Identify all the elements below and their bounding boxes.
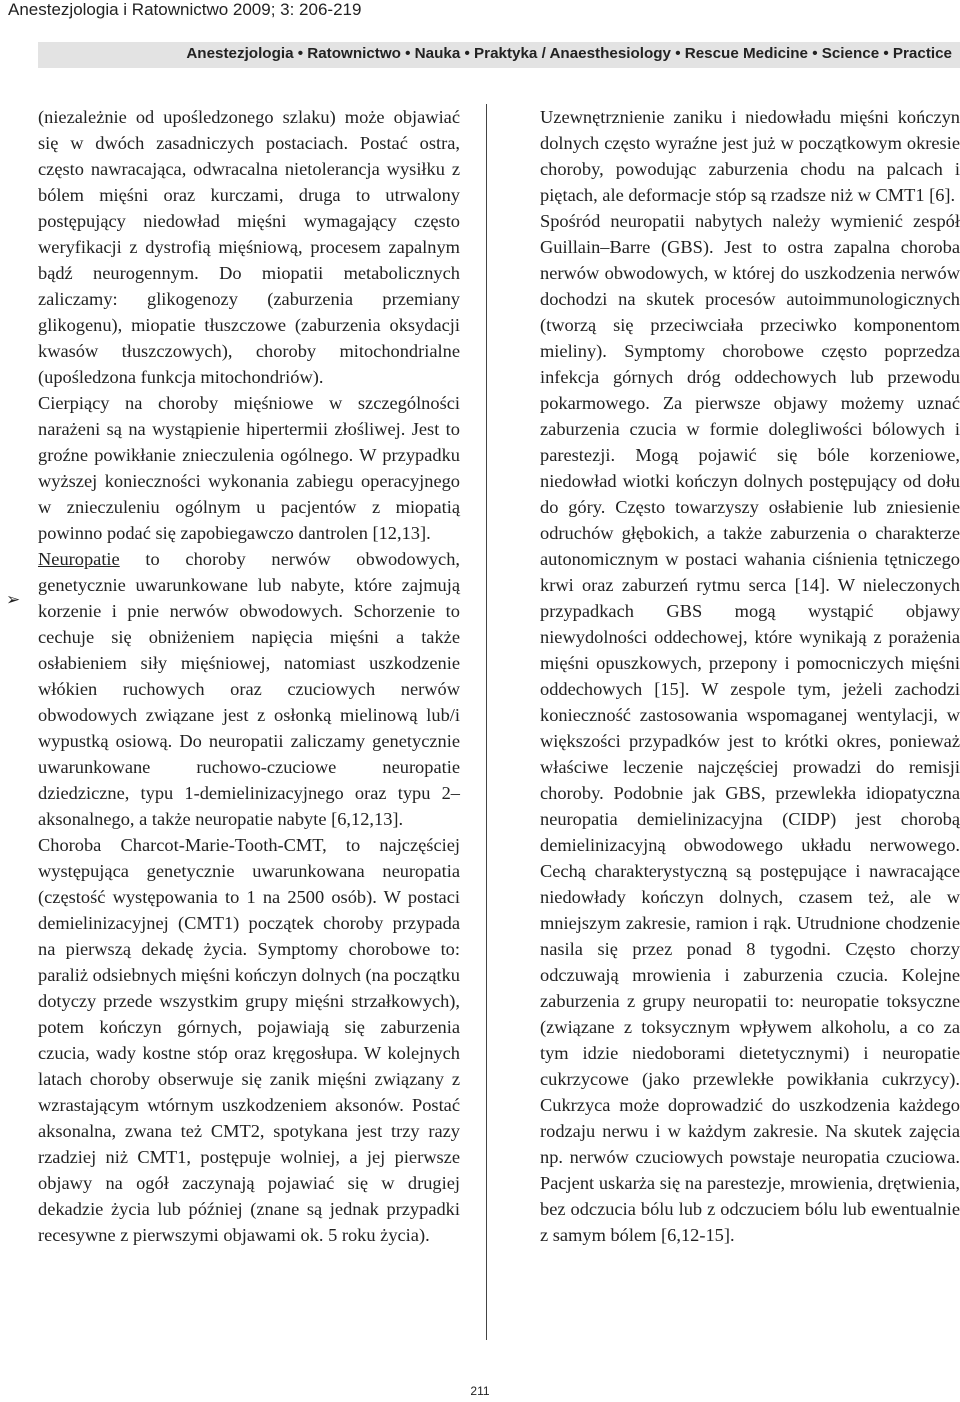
journal-banner-text: Anestezjologia • Ratownictwo • Nauka • Praktyka / Anaesthesiology • Rescue Medicine • Science • Practice [186,45,952,62]
left-paragraph-2: Cierpiący na choroby mięśniowe w szczególności narażeni są na wystąpienie hipertermii złośliwej. Jest to groźne powikłanie znieczulenia ogólnego. W przypadku wyższej konieczności wykonania zabiegu operacyjnego w znieczuleniu ogólnym u pacjentów z miopatią powinno podać się zapobiegawczo dantrolen [12,13]. [38,393,460,543]
left-paragraph-3 [38,546,460,832]
page-number: 211 [470,1384,490,1398]
journal-banner [38,42,960,68]
left-paragraph-1: (niezależnie od upośledzonego szlaku) może objawiać się w dwóch zasadniczych postaciach. Postać ostra, często nawracająca, odwracalna nietolerancja wysiłku z bólem mięśni oraz kurczami, druga to utrwalony postępujący niedowład mięśni wymagający często weryfikacji z dystrofią mięśniową, procesem zapalnym bądź neurogennym. Do miopatii metabolicznych zaliczamy: glikogenozy (zaburzenia przemiany glikogenu), miopatie tłuszczowe (zaburzenia oksydacji kwasów tłuszczowych), choroby mitochondrialne (upośledzona funkcja mitochondriów). [38,107,460,387]
left-paragraph-4: Choroba Charcot-Marie-Tooth-CMT, to najczęściej występująca genetycznie uwarunkowana neuropatia (częstość występowania to 1 na 2500 osób). W postaci demielinizacyjnej (CMT1) początek choroby przypada na pierwszą dekadę życia. Symptomy chorobowe to: paraliż odsiebnych mięśni kończyn dolnych (na początku dotyczy przede wszystkim grupy mięśni strzałkowych), potem kończyn górnych, pojawiają się zaburzenia czucia, wady kostne stóp oraz kręgosłupa. W kolejnych latach choroby obserwuje się zanik mięśni związany z wzrastającym wtórnym uszkodzeniem aksonów. Postać aksonalna, zwana też CMT2, spotykana jest trzy razy rzadziej niż CMT1, postępuje wolniej, a jej pierwsze objawy na ogół zaczynają pojawiać się w drugiej dekadzie życia lub później (znane są jednak przypadki recesywne z pierwszymi objawami ok. 5 roku życia). [38,835,460,1245]
arrow-bullet-icon: ➢ [6,590,21,610]
left-paragraph-3-text: to choroby nerwów obwodowych, genetycznie uwarunkowane lub nabyte, które zajmują korzenie i pnie nerwów obwodowych. Schorzenie to cechuje się obniżeniem napięcia mięśni a także osłabieniem siły mięśniowej, natomiast uszkodzenie włókien ruchowych oraz czuciowych nerwów obwodowych związane jest z osłonką mielinową lub/i wypustką osiową. Do neuropatii zaliczamy genetycznie uwarunkowane ruchowo-czuciowe neuropatie dziedziczne, typu 1-demielinizacyjnego oraz typu 2–aksonalnego, a także neuropatie nabyte [6,12,13]. [38,549,460,829]
right-paragraph-1: Uzewnętrznienie zaniku i niedowładu mięśni kończyn dolnych często wyraźne jest już w początkowym okresie choroby, powodując zaburzenia chodu na palcach i piętach, ale deformacje stóp są rzadsze niż w CMT1 [6]. [540,107,960,205]
left-column [38,104,460,1248]
right-paragraph-2: Spośród neuropatii nabytych należy wymienić zespół Guillain–Barre (GBS). Jest to ostra zapalna choroba nerwów obwodowych, w której do uszkodzenia nerwów dochodzi na skutek procesów autoimmunologicznych (tworzą się przeciwciała przeciwko komponentom mieliny). Symptomy chorobowe często poprzedza infekcja górnych dróg oddechowych lub przewodu pokarmowego. Za pierwsze objawy możemy uznać zaburzenia czucia w formie dolegliwości bólowych i parestezji. Mogą pojawić się bóle korzeniowe, niedowład wiotki kończyn dolnych postępujący od dołu do góry. Często towarzyszy osłabienie lub zniesienie odruchów głębokich, a także zaburzenia o charakterze autonomicznym w postaci wahania ciśnienia tętniczego krwi oraz zaburzeń rytmu serca [14]. W nieleczonych przypadkach GBS mogą wystąpić objawy niewydolności oddechowej, które wynikają z porażenia mięśni opuszkowych, przepony i pomocniczych mięśni oddechowych [15]. W zespole tym, jeżeli zachodzi konieczność zastosowania wspomaganej wentylacji, w większości przypadków jest to krótki okres, ponieważ właściwe leczenie najczęściej prowadzi do remisji choroby. Podobnie jak GBS, przewlekła idiopatyczna neuropatia demielinizacyjna (CIDP) jest chorobą demielinizacyjną obwodowego układu nerwowego. Cechą charakterystyczną są postępujące i nawracające niedowłady kończyn dolnych, czasem też, ale w mniejszym zakresie, ramion i rąk. Utrudnione chodzenie nasila się przez ponad 8 tygodni. Często chorzy odczuwają mrowienia i zaburzenia czucia. Kolejne zaburzenia z grupy neuropatii to: neuropatie toksyczne (związane z toksycznym wpływem alkoholu, a co za tym idzie niedoborami dietetycznymi) i neuropatie cukrzycowe (jako przewlekłe powikłania cukrzycy). Cukrzyca może doprowadzić do uszkodzenia każdego rodzaju nerwu i w każdym zakresie. Na skutek zajęcia np. nerwów czuciowych powstaje neuropatia czuciowa. Pacjent uskarża się na parestezje, mrowienia, drętwienia, bez odczucia bólu lub z odczuciem bólu lub ewentualnie z samym bólem [6,12-15]. [540,211,960,1245]
right-column [540,104,960,1248]
running-title: Anestezjologia i Ratownictwo 2009; 3: 206-219 [8,0,362,19]
neuropathy-term: Neuropatie [38,549,120,569]
column-divider [486,104,487,1340]
